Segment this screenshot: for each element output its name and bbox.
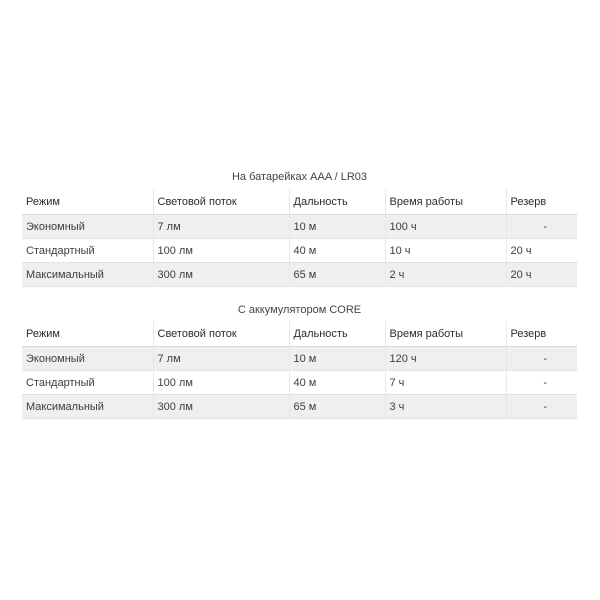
battery-aaa-section — [22, 166, 577, 287]
cell-mode: Стандартный — [22, 239, 153, 263]
cell-runtime: 10 ч — [385, 239, 506, 263]
column-header-luminous-flux: Световой поток — [153, 321, 289, 347]
cell-luminous-flux: 7 лм — [153, 347, 289, 371]
column-header-reserve: Резерв — [506, 321, 577, 347]
cell-mode: Экономный — [22, 215, 153, 239]
cell-range: 10 м — [289, 347, 385, 371]
section-caption: На батарейках AAA / LR03 — [231, 171, 368, 183]
table-row — [22, 239, 577, 263]
core-accumulator-section — [22, 299, 577, 419]
spec-table — [22, 189, 577, 287]
column-header-mode: Режим — [22, 321, 153, 347]
cell-mode: Стандартный — [22, 371, 153, 395]
table-row — [22, 371, 577, 395]
cell-runtime: 100 ч — [385, 215, 506, 239]
cell-runtime: 3 ч — [385, 395, 506, 419]
cell-luminous-flux: 300 лм — [153, 263, 289, 287]
column-header-reserve: Резерв — [506, 189, 577, 215]
cell-luminous-flux: 100 лм — [153, 239, 289, 263]
cell-reserve: - — [506, 371, 577, 395]
cell-luminous-flux: 7 лм — [153, 215, 289, 239]
table-row — [22, 263, 577, 287]
cell-reserve: 20 ч — [506, 239, 577, 263]
cell-range: 40 м — [289, 371, 385, 395]
column-header-runtime: Время работы — [385, 321, 506, 347]
table-row — [22, 395, 577, 419]
cell-luminous-flux: 300 лм — [153, 395, 289, 419]
table-row — [22, 215, 577, 239]
column-header-luminous-flux: Световой поток — [153, 189, 289, 215]
cell-reserve: 20 ч — [506, 263, 577, 287]
cell-runtime: 120 ч — [385, 347, 506, 371]
table-header-row — [22, 189, 577, 215]
cell-runtime: 2 ч — [385, 263, 506, 287]
cell-reserve: - — [506, 395, 577, 419]
cell-mode: Экономный — [22, 347, 153, 371]
spec-table — [22, 321, 577, 419]
cell-mode: Максимальный — [22, 263, 153, 287]
cell-reserve: - — [506, 215, 577, 239]
cell-luminous-flux: 100 лм — [153, 371, 289, 395]
table-row — [22, 347, 577, 371]
cell-mode: Максимальный — [22, 395, 153, 419]
cell-range: 65 м — [289, 395, 385, 419]
cell-range: 40 м — [289, 239, 385, 263]
cell-range: 65 м — [289, 263, 385, 287]
cell-reserve: - — [506, 347, 577, 371]
section-caption: С аккумулятором CORE — [237, 304, 362, 316]
column-header-range: Дальность — [289, 189, 385, 215]
column-header-range: Дальность — [289, 321, 385, 347]
cell-range: 10 м — [289, 215, 385, 239]
column-header-runtime: Время работы — [385, 189, 506, 215]
table-header-row — [22, 321, 577, 347]
cell-runtime: 7 ч — [385, 371, 506, 395]
column-header-mode: Режим — [22, 189, 153, 215]
